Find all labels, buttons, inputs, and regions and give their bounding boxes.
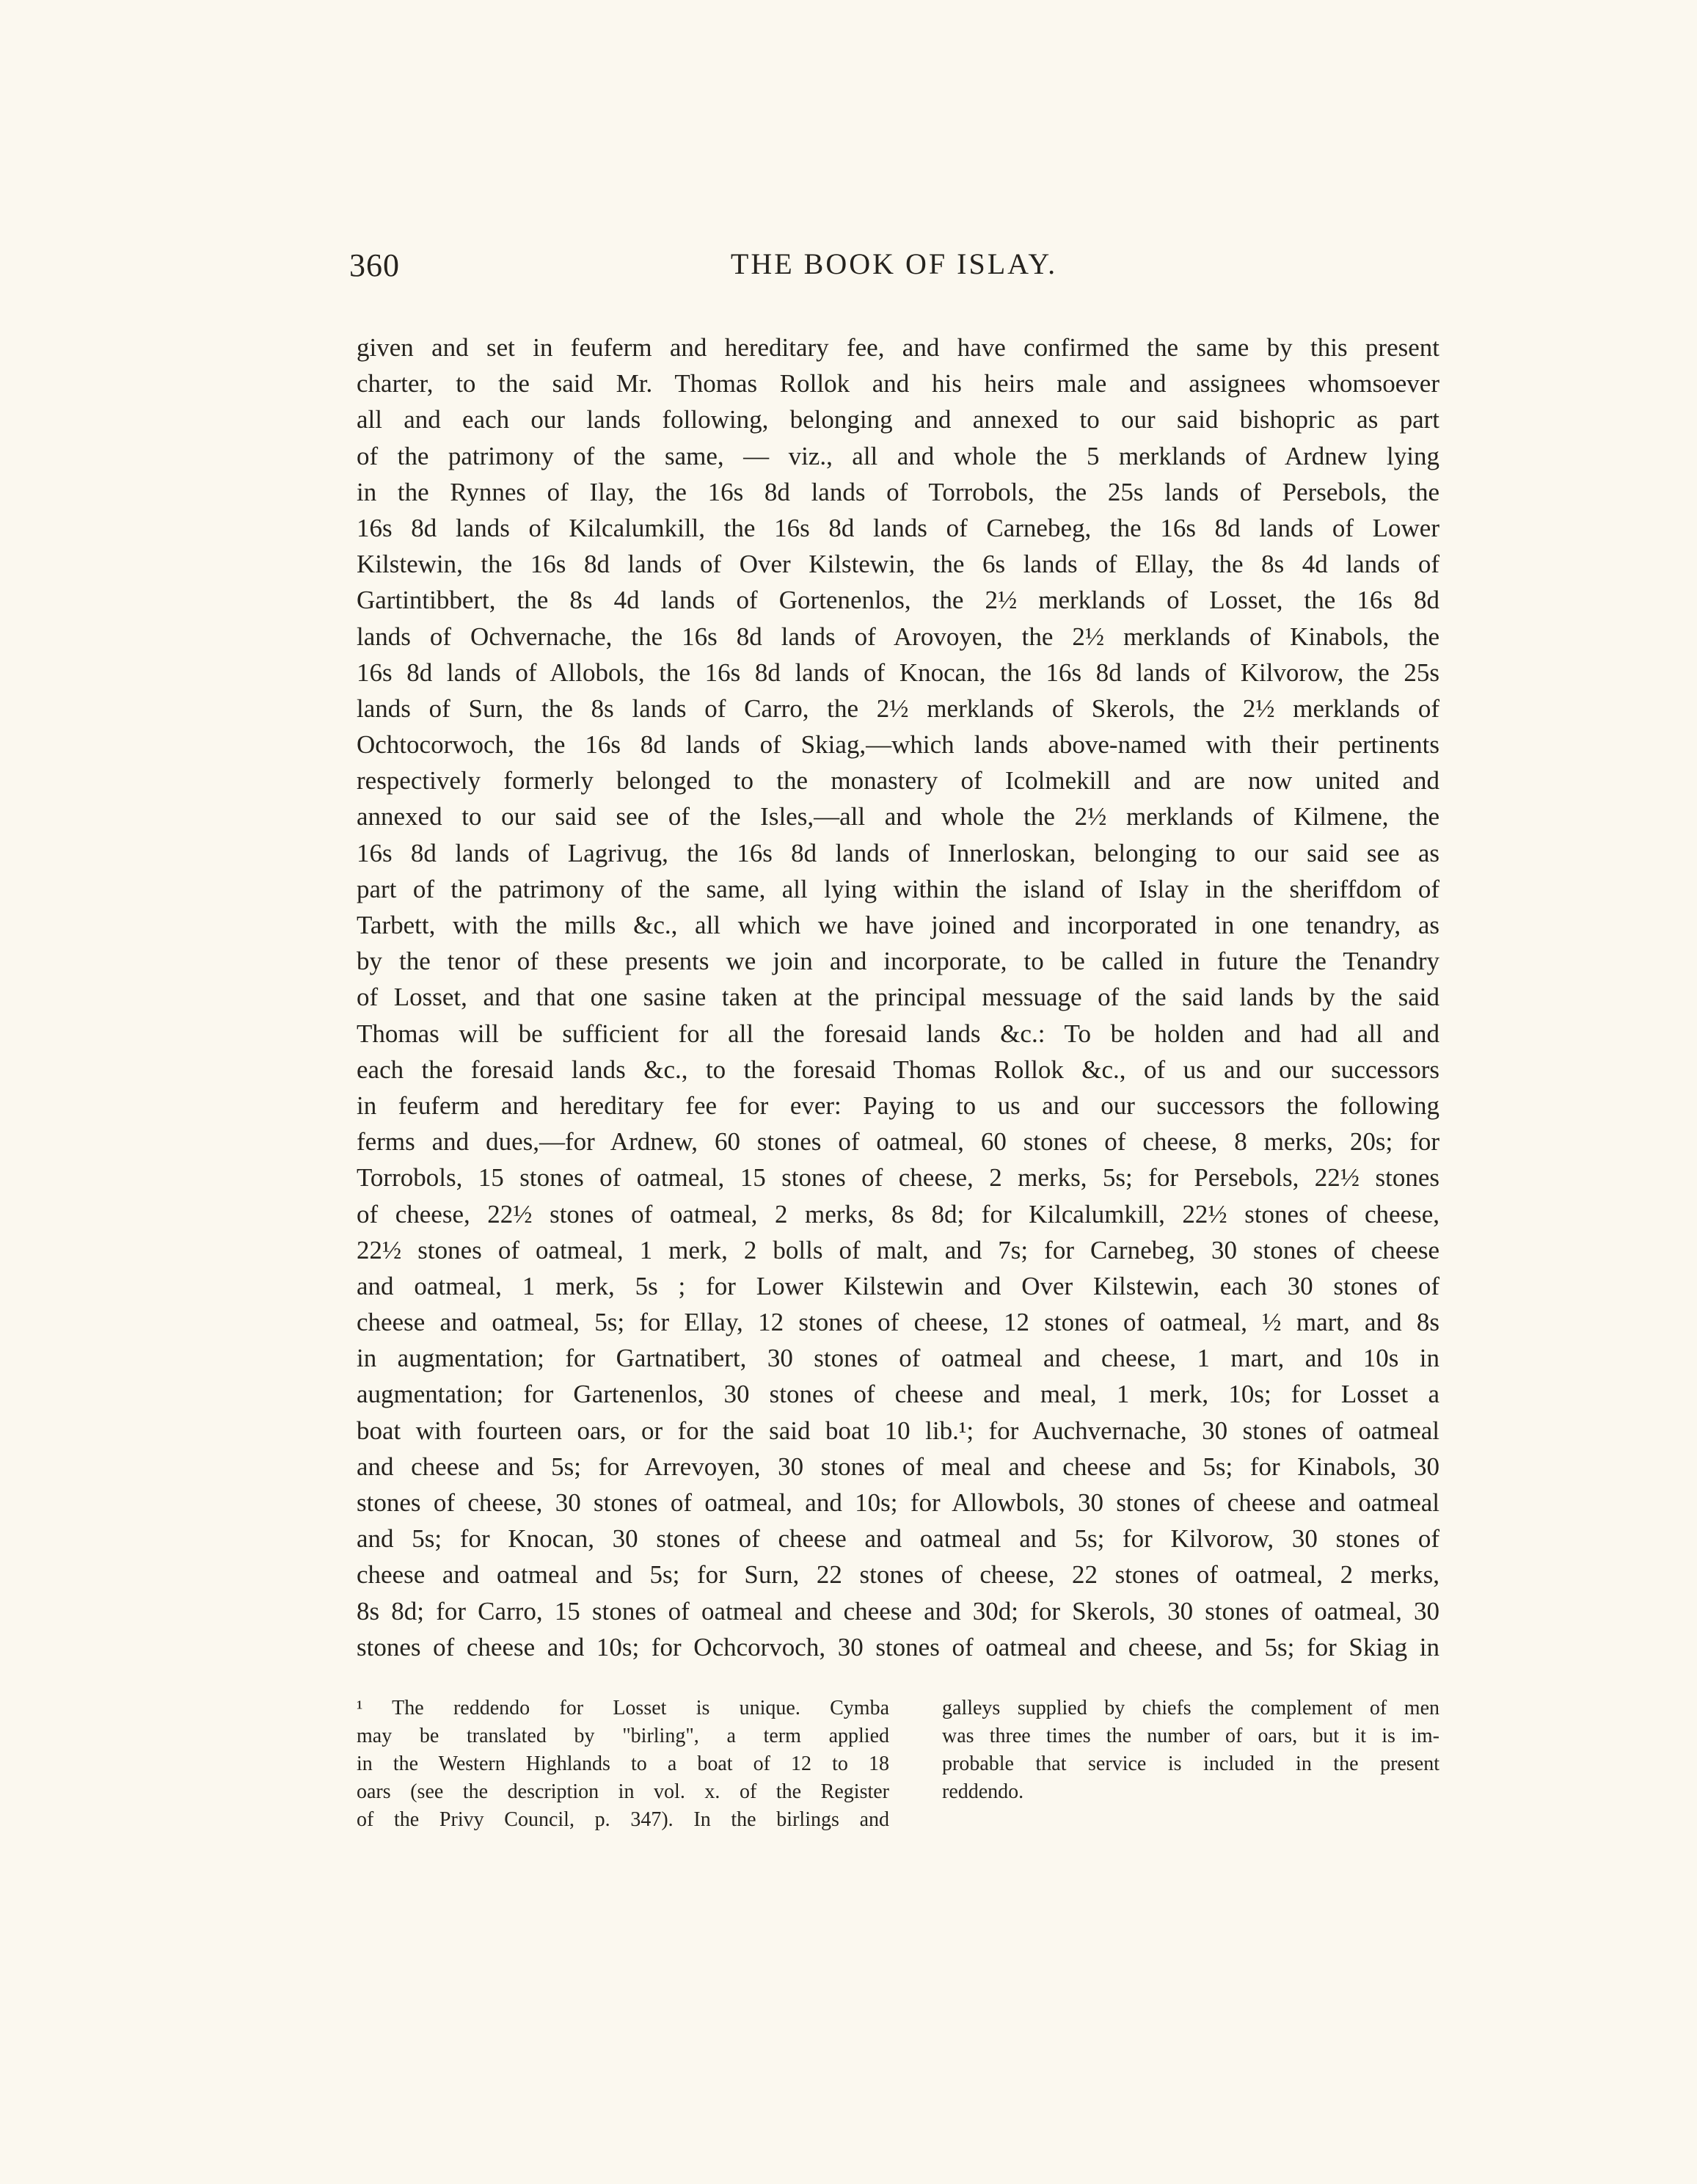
text-line: of the patrimony of the same, — viz., all and whole the 5 merklands of Ardnew lying	[357, 441, 1439, 470]
text-line: in feuferm and hereditary fee for ever: Paying to us and our successors the following	[357, 1091, 1439, 1120]
footnote-line: was three times the number of oars, but it is im-	[942, 1725, 1439, 1747]
footnote-line: in the Western Highlands to a boat of 12 to 18	[357, 1752, 889, 1775]
footnote-line: oars (see the description in vol. x. of the Register	[357, 1780, 889, 1803]
text-line: lands of Ochvernache, the 16s 8d lands of Arovoyen, the 2½ merklands of Kinabols, the	[357, 622, 1439, 651]
text-line: and oatmeal, 1 merk, 5s ; for Lower Kilstewin and Over Kilstewin, each 30 stones of	[357, 1271, 1439, 1300]
text-line: stones of cheese and 10s; for Ochcorvoch, 30 stones of oatmeal and cheese, and 5s; for Skiag in	[357, 1632, 1439, 1661]
text-line: Gartintibbert, the 8s 4d lands of Gortenenlos, the 2½ merklands of Losset, the 16s 8d	[357, 586, 1439, 615]
text-line: respectively formerly belonged to the monastery of Icolmekill and are now united and	[357, 766, 1439, 796]
footnote-line: may be translated by "birling", a term applied	[357, 1725, 889, 1747]
text-line: ferms and dues,—for Ardnew, 60 stones of oatmeal, 60 stones of cheese, 8 merks, 20s; for	[357, 1127, 1439, 1157]
text-line: annexed to our said see of the Isles,—all and whole the 2½ merklands of Kilmene, the	[357, 802, 1439, 831]
text-line: all and each our lands following, belonging and annexed to our said bishopric as part	[357, 405, 1439, 434]
text-line: and cheese and 5s; for Arrevoyen, 30 stones of meal and cheese and 5s; for Kinabols, 30	[357, 1452, 1439, 1481]
text-line: stones of cheese, 30 stones of oatmeal, and 10s; for Allowbols, 30 stones of cheese and oatmeal	[357, 1488, 1439, 1517]
text-line: in the Rynnes of Ilay, the 16s 8d lands of Torrobols, the 25s lands of Persebols, the	[357, 477, 1439, 506]
text-line: given and set in feuferm and hereditary fee, and have confirmed the same by this present	[357, 333, 1439, 362]
text-line: Thomas will be sufficient for all the foresaid lands &c.: To be holden and had all and	[357, 1019, 1439, 1048]
text-line: charter, to the said Mr. Thomas Rollok and his heirs male and assignees whomsoever	[357, 369, 1439, 398]
footnotes	[357, 1695, 1439, 1885]
text-line: 8s 8d; for Carro, 15 stones of oatmeal and cheese and 30d; for Skerols, 30 stones of oatmeal, 30	[357, 1596, 1439, 1626]
footnote-line: galleys supplied by chiefs the complement of men	[942, 1697, 1439, 1719]
footnote-line: reddendo.	[942, 1780, 1024, 1803]
text-line: each the foresaid lands &c., to the foresaid Thomas Rollok &c., of us and our successors	[357, 1055, 1439, 1084]
text-line: part of the patrimony of the same, all lying within the island of Islay in the sheriffdom of	[357, 874, 1439, 903]
footnote-column-left	[357, 1695, 889, 1834]
text-line: boat with fourteen oars, or for the said boat 10 lib.¹; for Auchvernache, 30 stones of oatmeal	[357, 1416, 1439, 1445]
text-line: 16s 8d lands of Kilcalumkill, the 16s 8d lands of Carnebeg, the 16s 8d lands of Lower	[357, 513, 1439, 542]
footnote-column-right	[942, 1695, 1439, 1806]
text-line: of Losset, and that one sasine taken at the principal messuage of the said lands by the said	[357, 983, 1439, 1012]
text-line: of cheese, 22½ stones of oatmeal, 2 merks, 8s 8d; for Kilcalumkill, 22½ stones of cheese,	[357, 1199, 1439, 1228]
text-line: by the tenor of these presents we join and incorporate, to be called in future the Tenandry	[357, 947, 1439, 976]
text-line: lands of Surn, the 8s lands of Carro, the 2½ merklands of Skerols, the 2½ merklands of	[357, 694, 1439, 723]
text-line: cheese and oatmeal and 5s; for Surn, 22 stones of cheese, 22 stones of oatmeal, 2 merks,	[357, 1560, 1439, 1590]
text-line: Tarbett, with the mills &c., all which we have joined and incorporated in one tenandry, as	[357, 911, 1439, 939]
text-line: Ochtocorwoch, the 16s 8d lands of Skiag,—which lands above-named with their pertinents	[357, 730, 1439, 760]
text-line: in augmentation; for Gartnatibert, 30 stones of oatmeal and cheese, 1 mart, and 10s in	[357, 1344, 1439, 1373]
footnote-line: probable that service is included in the present	[942, 1752, 1439, 1775]
footnote-line: of the Privy Council, p. 347). In the birlings and	[357, 1808, 889, 1831]
footnote-line: ¹ The reddendo for Losset is unique. Cymba	[357, 1697, 889, 1719]
running-head: THE BOOK OF ISLAY.	[730, 247, 1058, 280]
text-line: Torrobols, 15 stones of oatmeal, 15 stones of cheese, 2 merks, 5s; for Persebols, 22½ stones	[357, 1163, 1439, 1193]
text-line: Kilstewin, the 16s 8d lands of Over Kilstewin, the 6s lands of Ellay, the 8s 4d lands of	[357, 550, 1439, 579]
page-number: 360	[349, 247, 400, 283]
text-line: augmentation; for Gartenenlos, 30 stones of cheese and meal, 1 merk, 10s; for Losset a	[357, 1380, 1439, 1409]
text-line: 16s 8d lands of Allobols, the 16s 8d lands of Knocan, the 16s 8d lands of Kilvorow, the 25s	[357, 658, 1439, 687]
text-line: and 5s; for Knocan, 30 stones of cheese and oatmeal and 5s; for Kilvorow, 30 stones of	[357, 1524, 1439, 1554]
body-text	[357, 330, 1439, 1665]
page-header	[349, 247, 1439, 291]
text-line: 22½ stones of oatmeal, 1 merk, 2 bolls of malt, and 7s; for Carnebeg, 30 stones of cheese	[357, 1235, 1439, 1264]
text-line: 16s 8d lands of Lagrivug, the 16s 8d lands of Innerloskan, belonging to our said see as	[357, 838, 1439, 867]
text-line: cheese and oatmeal, 5s; for Ellay, 12 stones of cheese, 12 stones of oatmeal, ½ mart, and 8s	[357, 1308, 1439, 1337]
